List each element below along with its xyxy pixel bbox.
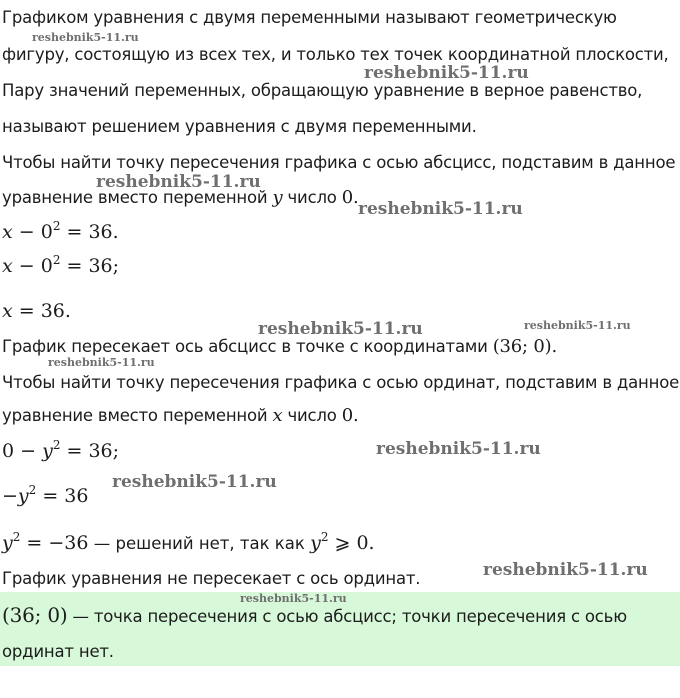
text-line-definition: Графиком уравнения с двумя переменными называют геометрическую	[2, 8, 617, 27]
watermark: reshebnik5-11.ru	[358, 199, 523, 219]
watermark: reshebnik5-11.ru	[48, 356, 155, 369]
equation-4: $0 - y^2 = 36$;	[2, 438, 120, 462]
answer-line-1: (36; 0) — точка пересечения с осью абсцисс; точки пересечения с осью	[2, 603, 627, 627]
equation-2: $x - 0^2 = 36$;	[2, 253, 120, 277]
text-line-abscissa: Чтобы найти точку пересечения графика с осью абсцисс, подставим в данное	[2, 153, 676, 172]
text-line-abscissa-point: График пересекает ось абсцисс в точке с координатами (36; 0).	[2, 336, 558, 357]
text-line-substitute-y: уравнение вместо переменной y число 0.	[2, 187, 359, 208]
text-line-pair-cont: называют решением уравнения с двумя переменными.	[2, 117, 477, 136]
watermark: reshebnik5-11.ru	[112, 472, 277, 492]
text-line-ordinate: Чтобы найти точку пересечения графика с осью ординат, подставим в данное	[2, 373, 680, 392]
equation-6: $y^2 = -36$ — решений нет, так как $y^2$ ⩾ 0.	[2, 530, 375, 554]
watermark: reshebnik5-11.ru	[32, 31, 139, 44]
watermark: reshebnik5-11.ru	[258, 319, 423, 339]
watermark: reshebnik5-11.ru	[524, 319, 631, 332]
equation-1: $x - 0^2 = 36$.	[2, 219, 119, 243]
answer-line-2: ординат нет.	[2, 642, 114, 661]
watermark: reshebnik5-11.ru	[483, 560, 648, 580]
watermark: reshebnik5-11.ru	[96, 172, 261, 192]
equation-5: $-y^2 = 36$	[2, 483, 89, 507]
text-line-substitute-x: уравнение вместо переменной x число 0.	[2, 405, 359, 426]
text-line-pair: Пару значений переменных, обращающую уравнение в верное равенство,	[2, 81, 643, 100]
text-line-no-ordinate: График уравнения не пересекает с ось ординат.	[2, 569, 421, 588]
watermark: reshebnik5-11.ru	[376, 439, 541, 459]
watermark: reshebnik5-11.ru	[240, 592, 347, 605]
equation-3: x = 36.	[2, 300, 71, 322]
text-line-definition-cont: фигуру, состоящую из всех тех, и только тех точек координатной плоскости,	[2, 45, 669, 64]
watermark: reshebnik5-11.ru	[364, 63, 529, 83]
